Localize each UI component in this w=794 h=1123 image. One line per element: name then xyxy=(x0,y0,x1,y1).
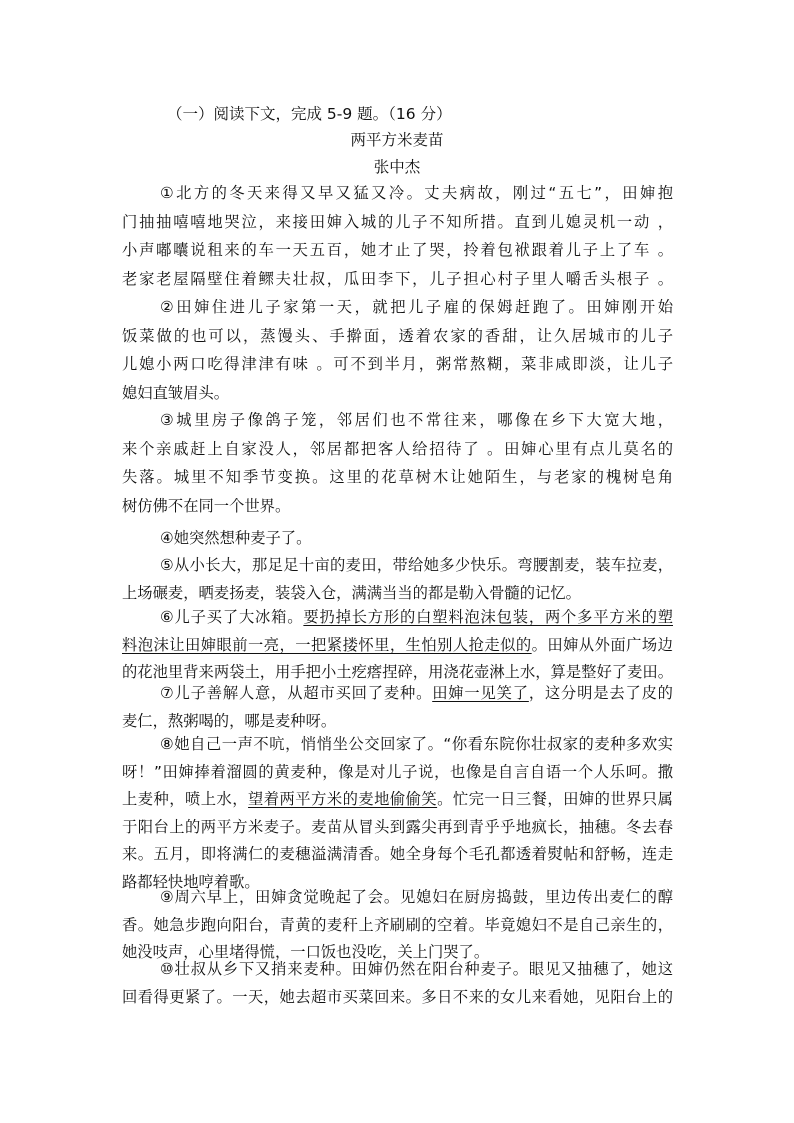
underlined-text: 望着两平方米的麦地偷偷笑 xyxy=(248,790,438,809)
paragraph-4 xyxy=(122,524,673,553)
paragraph-line xyxy=(122,632,673,660)
paragraph-3 xyxy=(122,406,673,520)
paragraph-2 xyxy=(122,293,673,407)
paragraph-line: 麦仁，熬粥喝的，哪是麦种呀。 xyxy=(122,711,337,730)
paragraph-line: ⑩壮叔从乡下又捎来麦种。田婶仍然在阳台种麦子。眼见又抽穗了，她这 xyxy=(160,960,673,978)
paragraph-line: ②田婶住进儿子家第一天，就把儿子雇的保姆赶跑了。田婶刚开始 xyxy=(160,298,673,316)
underlined-text: 要扔掉长方形的白塑料泡沫包装，两个多平方米的塑 xyxy=(303,608,673,626)
text-span: ⑦儿子善解人意，从超市买回了麦种。 xyxy=(160,684,433,702)
paragraph-line: 来个亲戚赶上自家没人，邻居都把客人给招待了 。田婶心里有点儿莫名的 xyxy=(122,439,673,458)
underlined-text: 田婶一见笑了 xyxy=(432,684,529,702)
paragraph-6 xyxy=(122,604,673,687)
article-title: 两平方米麦苗 xyxy=(350,131,444,149)
paragraph-line: 香。她急步跑向阳台，青黄的麦秆上齐刷刷的空着。毕竟媳妇不是自己亲生的， xyxy=(122,915,673,934)
text-span: ，这分明是去了皮的 xyxy=(528,684,673,702)
section-header: （一）阅读下文，完成 5-9 题。（16 分） xyxy=(167,105,452,123)
text-span: 。忙完一日三餐，田婶的世界只属 xyxy=(437,790,673,809)
paragraph-line: 儿媳小两口吃得津津有味 。可不到半月，粥常熬糊，菜非咸即淡，让儿子 xyxy=(122,355,673,373)
paragraph-line: 失落。城里不知季节变换。这里的花草树木让她陌生，与老家的槐树皂角 xyxy=(122,468,673,486)
paragraph-line: ⑨周六早上，田婶贪觉晚起了会。见媳妇在厨房捣鼓，里边传出麦仁的醇 xyxy=(160,888,673,906)
paragraph-5 xyxy=(122,552,673,607)
paragraph-line: 门抽抽嘻嘻地哭泣，来接田婶入城的儿子不知所措。直到儿媳灵机一动 ， xyxy=(122,212,673,231)
paragraph-line: ⑧她自己一声不吭，悄悄坐公交回家了。“你看东院你壮叔家的麦种多欢实 xyxy=(160,735,673,753)
text-span: 。田婶从外面广场边 xyxy=(531,635,673,654)
paragraph-line: 老家老屋隔壁住着鳏夫壮叔，瓜田李下，儿子担心村子里人嚼舌头根子 。 xyxy=(122,269,673,288)
paragraph-line: 饭菜做的也可以，蒸馒头、手擀面，透着农家的香甜，让久居城市的儿子 xyxy=(122,326,673,345)
paragraph-line xyxy=(122,680,673,708)
text-span: ⑥儿子买了大冰箱。 xyxy=(160,608,304,626)
paragraph-line: 小声嘟囔说租来的车一天五百，她才止了哭，拎着包袱跟着儿子上了车 。 xyxy=(122,241,673,259)
underlined-text: 料泡沫让田婶眼前一亮，一把紧搂怀里，生怕别人抢走似的 xyxy=(122,635,532,654)
paragraph-7 xyxy=(122,680,673,735)
paragraph-line: 她没吱声，心里堵得慌，一口饭也没吃，关上门哭了。 xyxy=(122,943,490,962)
paragraph-line: 来。五月，即将满仁的麦穗溢满清香。她全身每个毛孔都透着熨帖和舒畅，连走 xyxy=(122,845,673,864)
paragraph-line: 树仿佛不在同一个世界。 xyxy=(122,496,291,515)
paragraph-line: 的花池里背来两袋土，用手把小土疙瘩捏碎，用浇花壶淋上水，算是整好了麦田。 xyxy=(122,663,673,682)
paragraph-line: ①北方的冬天来得又早又猛又冷。丈夫病故，刚过“五七”，田婶抱 xyxy=(160,184,673,202)
paragraph-line: 于阳台上的两平方米麦子。麦苗从冒头到露尖再到青乎乎地疯长，抽穗。冬去春 xyxy=(122,817,673,836)
paragraph-line: 回看得更紧了。一天，她去超市买菜回来。多日不来的女儿来看她，见阳台上的 xyxy=(122,987,673,1006)
paragraph-line: 路都轻快地哼着歌。 xyxy=(122,872,260,891)
paragraph-line: 呀！”田婶捧着溜圆的黄麦种，像是对儿子说，也像是自言自语一个人乐呵。撒 xyxy=(122,762,673,781)
paragraph-line xyxy=(122,786,673,814)
paragraph-line: 上场碾麦，晒麦扬麦，装袋入仓，满满当当的都是勒入骨髓的记忆。 xyxy=(122,583,581,602)
paragraph-line: 媳妇直皱眉头。 xyxy=(122,383,230,402)
paragraph-line: ③城里房子像鸽子笼，邻居们也不常往来，哪像在乡下大宽大地， xyxy=(160,411,673,429)
article-author: 张中杰 xyxy=(373,158,421,176)
paragraph-8 xyxy=(122,731,673,897)
paragraph-line xyxy=(122,604,673,632)
paragraph-9 xyxy=(122,884,673,967)
text-span: 上麦种，喷上水， xyxy=(122,790,249,809)
paragraph-10 xyxy=(122,956,673,1011)
paragraph-1 xyxy=(122,179,673,293)
paragraph-line: ⑤从小长大，那足足十亩的麦田，带给她多少快乐。弯腰割麦，装车拉麦， xyxy=(160,556,673,574)
paragraph-line: ④她突然想种麦子了。 xyxy=(160,529,312,547)
